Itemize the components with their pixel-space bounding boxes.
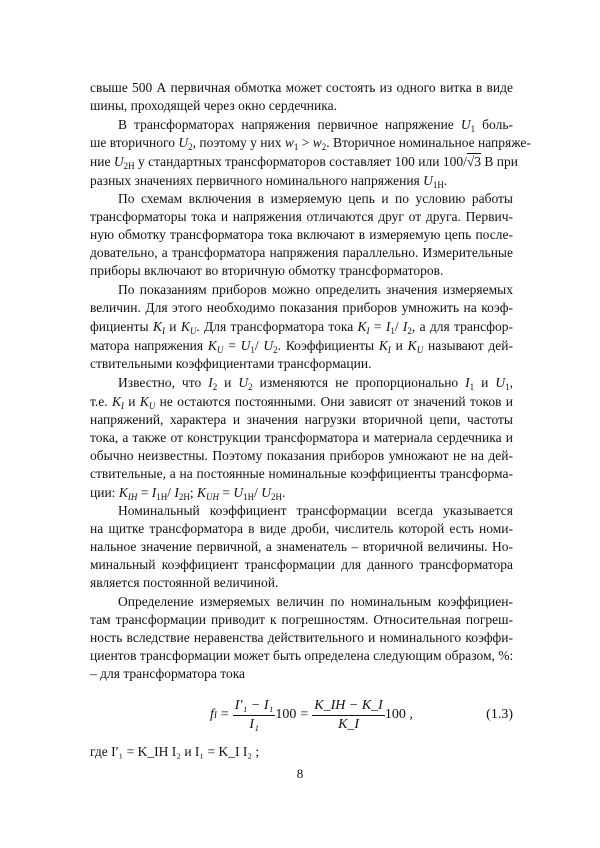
text-line: По схемам включения в измеряемую цепь и по условию работы	[118, 191, 513, 206]
text-line: ние $U_{2Н}$ у стандартных трансформаторов составляет 100 или 100/√3 В при	[90, 154, 519, 171]
text-line: довательно, а трансформатора напряжения параллельно. Измерительные	[90, 245, 513, 260]
text-line: Определение измеряемых величин по номинальным коэффициен-	[118, 594, 513, 609]
text-line: ность вследствие неравенства действительного и номинального коэффи-	[90, 630, 513, 645]
text-line: там трансформации приводит к погрешностям. Относительная погреш-	[90, 612, 513, 627]
text-line: ствительные, а на постоянные номинальные коэффициенты трансформа-	[90, 466, 513, 481]
text-line: обычно неизвестны. Поэтому показания приборов умножают не на дей-	[90, 448, 513, 463]
text-line: трансформаторы тока и напряжения отличаются друг от друга. Первич-	[90, 209, 513, 224]
text-line: является постоянной величиной.	[90, 575, 279, 590]
text-line: разных значениях первичного номинального напряжения $U_{1Н}$.	[90, 173, 448, 190]
equation-label: (1.3)	[486, 707, 513, 722]
text-line: шины, проходящей через окно сердечника.	[90, 98, 337, 113]
text-line: фициенты $K_I$ и $K_U$. Для трансформатора тока $K_I = I_1/$ $I_2$, а для трансфор-	[90, 319, 513, 336]
text-line: По показаниям приборов можно определить значения измеряемых	[118, 282, 513, 297]
text-line: Известно, что $I_2$ и $U_2$ изменяются не пропорционально $I_1$ и $U_1$,	[118, 375, 513, 392]
text-line: В трансформаторах напряжения первичное напряжение $U_1$ боль-	[118, 117, 513, 134]
page-number: 8	[296, 766, 304, 781]
text-line: циентов трансформации может быть определена следующим образом, %:	[90, 648, 514, 663]
fraction-1: $\frac{\text{I′₁ − I₁}}{\text{I₁}}$	[234, 697, 274, 732]
text-line: ную обмотку трансформатора тока включают в измеряемую цепь после-	[90, 227, 513, 242]
formula-1-3: f I = $\frac{\text{I′₁ − I₁}}{\text{I₁}}$ 100 = $\frac{K\_IН - K\_I}{K\_I}$ 100 , (1.3)	[210, 697, 513, 732]
text-line: нальное значение первичной, а знаменатель – вторичной величины. Но-	[90, 539, 513, 554]
text-line: ствительными коэффициентами трансформации.	[90, 356, 372, 371]
text-line: на щитке трансформатора в виде дроби, числитель которой есть номи-	[90, 521, 513, 536]
fraction-2: $\frac{K\_IН - K\_I}{K\_I}$	[314, 697, 383, 732]
text-line: ции: $K_{IН} = I_{1Н}/$ $I_{2Н}$; $K_{UН} = U_{1Н}/$ $U_{2Н}$.	[90, 485, 286, 502]
text-line: напряжений, характера и значения нагрузки вторичной цепи, частоты	[90, 412, 513, 427]
text-line: Номинальный коэффициент трансформации всегда указывается	[118, 503, 513, 518]
text-line: величин. Для этого необходимо показания приборов умножить на коэф-	[90, 300, 513, 315]
text-line: приборы включают во вторичную обмотку трансформаторов.	[90, 263, 444, 278]
text-line: ше вторичного $U_2$, поэтому у них $w_1 > w_2$. Вторичное номинальное напряже-	[90, 135, 531, 152]
text-line: тока, а также от конструкции трансформатора и материала сердечника и	[90, 430, 513, 445]
text-line: – для трансформатора тока	[90, 666, 246, 681]
text-line: минальный коэффициент трансформации для данного трансформатора	[90, 557, 513, 572]
text-line: где I′₁ = K_IН I₂ и I₁ = K_I I₂ ;	[90, 744, 260, 759]
text-line: т.е. $K_I$ и $K_U$ не остаются постоянными. Они зависят от значений токов и	[90, 394, 513, 411]
text-line: матора напряжения $K_U = U_1/$ $U_2$. Коэффициенты $K_I$ и $K_U$ называют дей-	[90, 338, 513, 355]
text-line: свыше 500 А первичная обмотка может состоять из одного витка в виде	[90, 80, 513, 95]
